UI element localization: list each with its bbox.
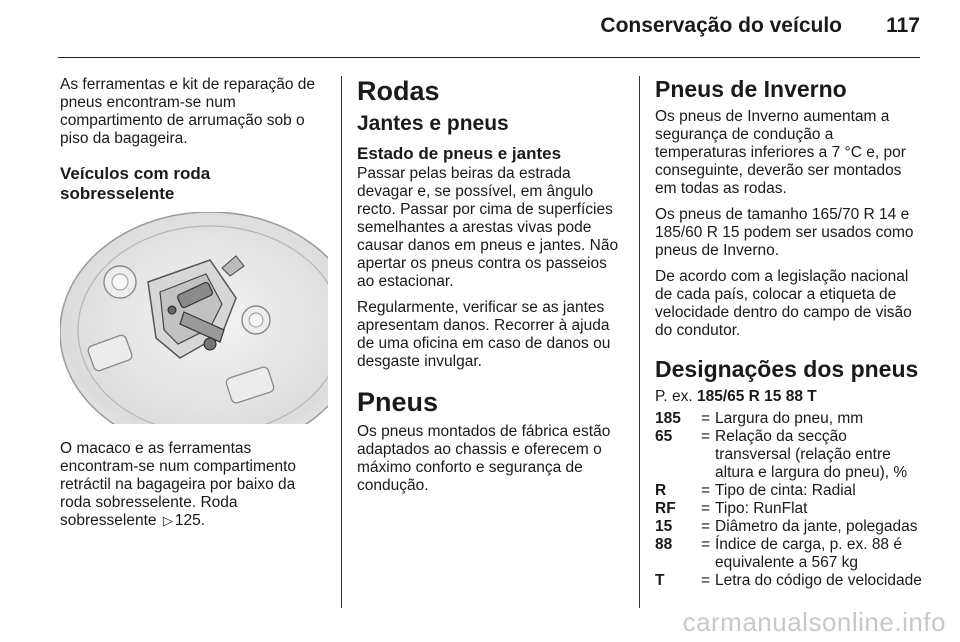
column-2	[357, 76, 625, 503]
subsection-title-jantes: Jantes e pneus	[357, 112, 509, 135]
header-rule	[58, 57, 920, 58]
definition-key: 185	[655, 410, 681, 427]
definition-equals: =	[701, 428, 711, 445]
definition-key: 88	[655, 536, 673, 553]
topic-title-estado: Estado de pneus e jantes	[357, 144, 562, 163]
paragraph-inverno-2: Os pneus de tamanho 165/70 R 14 e 185/60 R 15 podem ser usados como pneus de Inverno.	[655, 206, 914, 259]
column-divider-1	[341, 76, 342, 608]
example-line	[655, 388, 925, 406]
paragraph-inverno-3: De acordo com a legislação nacional de cada país, colocar a etiqueta de velocidade dentro do campo de visão do condutor.	[655, 268, 912, 339]
spare-wheel-text: O macaco e as ferramentas encontram-se num compartimento retráctil na bagageira por baixo da roda sobresselente. Roda sobresselente	[60, 440, 297, 529]
definition-equals: =	[701, 482, 711, 499]
reference-page[interactable]: 125.	[174, 512, 205, 529]
car-spare-wheel-illustration-icon	[60, 212, 328, 424]
definition-value: Tipo: RunFlat	[715, 500, 808, 517]
column-1	[60, 76, 328, 538]
watermark: carmanualsonline.info	[682, 607, 946, 637]
definition-equals: =	[701, 518, 711, 535]
intro-paragraph: As ferramentas e kit de reparação de pneus encontram-se num compartimento de arrumação sob o piso da bagageira.	[60, 76, 316, 147]
section-title-rodas: Rodas	[357, 76, 440, 106]
section-title-pneus: Pneus	[357, 387, 439, 417]
section-title-pneus-inverno: Pneus de Inverno	[655, 76, 847, 102]
definition-equals: =	[701, 536, 711, 553]
paragraph-estado-2: Regularmente, verificar se as jantes apresentam danos. Recorrer à ajuda de uma oficina em caso de danos ou desgaste invulgar.	[357, 299, 611, 370]
column-3	[655, 76, 925, 590]
definition-equals: =	[701, 572, 711, 589]
definition-value: Letra do código de velocidade	[715, 572, 922, 589]
definition-equals: =	[701, 410, 711, 427]
definition-value: Índice de carga, p. ex. 88 é equivalente a 567 kg	[715, 536, 902, 571]
definition-key: 15	[655, 518, 673, 535]
page-reference-arrow-icon: ▷	[162, 513, 173, 528]
page-title: Conservação do veículo	[600, 14, 842, 37]
definition-value: Tipo de cinta: Radial	[715, 482, 856, 499]
definition-equals: =	[701, 500, 711, 517]
example-prefix: P. ex.	[655, 388, 693, 405]
definition-list	[655, 410, 925, 590]
definition-value: Relação da secção transversal (relação entre altura e largura do pneu), %	[715, 428, 908, 481]
definition-value: Diâmetro da jante, polegadas	[715, 518, 918, 535]
page-header	[0, 0, 960, 58]
section-title-designacoes: Designações dos pneus	[655, 356, 919, 382]
column-divider-2	[639, 76, 640, 608]
definition-value: Largura do pneu, mm	[715, 410, 864, 427]
spare-wheel-heading: Veículos com roda sobresselente	[60, 164, 211, 203]
spare-wheel-paragraph	[60, 440, 328, 530]
page-number: 117	[886, 14, 920, 37]
example-code: 185/65 R 15 88 T	[696, 388, 817, 405]
definition-key: R	[655, 482, 667, 499]
definition-key: T	[655, 572, 665, 589]
definition-key: 65	[655, 428, 673, 445]
paragraph-inverno-1: Os pneus de Inverno aumentam a segurança de condução a temperaturas inferiores a 7 °C e, por conseguinte, deverão ser montados em todas as rodas.	[655, 108, 906, 197]
paragraph-estado-1: Passar pelas beiras da estrada devagar e, se possível, em ângulo recto. Passar por cima de superfícies semelhantes a arestas vivas pode causar danos em pneus e jantes. Não apertar os pneus contra os passeios ao estacionar.	[357, 165, 619, 290]
definition-key: RF	[655, 500, 676, 517]
paragraph-pneus: Os pneus montados de fábrica estão adaptados ao chassis e oferecem o máximo conforto e segurança de condução.	[357, 423, 611, 494]
